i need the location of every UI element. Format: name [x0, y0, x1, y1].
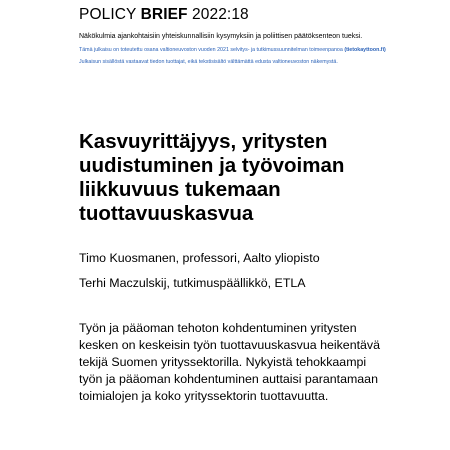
tietokayttoon-link[interactable]: (tietokayttoon.fi) — [344, 47, 386, 53]
series-label: POLICY — [79, 6, 137, 23]
issue-number: 2022:18 — [192, 6, 249, 23]
abstract-paragraph — [79, 320, 439, 405]
tagline: Näkökulmia ajankohtaisiin yhteiskunnallisiin kysymyksiin ja poliittisen päätöksenteon tueksi. — [79, 33, 363, 40]
document-title — [79, 130, 439, 226]
abstract-line: toimialojen ja koko yrityssektorin tuottavuutta. — [79, 389, 329, 403]
author-maczulskij: Terhi Maczulskij, tutkimuspäällikkö, ETLA — [79, 276, 306, 290]
title-line: tuottavuuskasvua — [79, 202, 254, 225]
series-bold-label: BRIEF — [140, 6, 188, 23]
abstract-line: kesken on keskeisin työn tuottavuuskasvua heikentävä — [79, 338, 380, 352]
title-line: liikkuvuus tukemaan — [79, 178, 281, 201]
brief-header — [79, 6, 249, 24]
author-kuosmanen: Timo Kuosmanen, professori, Aalto yliopisto — [79, 251, 320, 265]
abstract-line: tekijä Suomen yrityssektorilla. Nykyistä tehokkaampi — [79, 355, 367, 369]
abstract-line: Työn ja pääoman tehoton kohdentuminen yritysten — [79, 321, 357, 335]
abstract-line: työn ja pääoman kohdentuminen auttaisi parantamaan — [79, 372, 378, 386]
funding-note-text: Tämä julkaisu on toteutettu osana valtioneuvoston vuoden 2021 selvitys- ja tutkimussuunnitelman toimeenpanoa — [79, 47, 343, 53]
disclaimer-note: Julkaisun sisällöstä vastaavat tiedon tuottajat, eikä tekstisisältö välttämättä edusta valtioneuvoston näkemystä. — [79, 59, 338, 65]
title-line: Kasvuyrittäjyys, yritysten — [79, 130, 328, 153]
title-line: uudistuminen ja työvoiman — [79, 154, 345, 177]
funding-note — [79, 47, 386, 53]
